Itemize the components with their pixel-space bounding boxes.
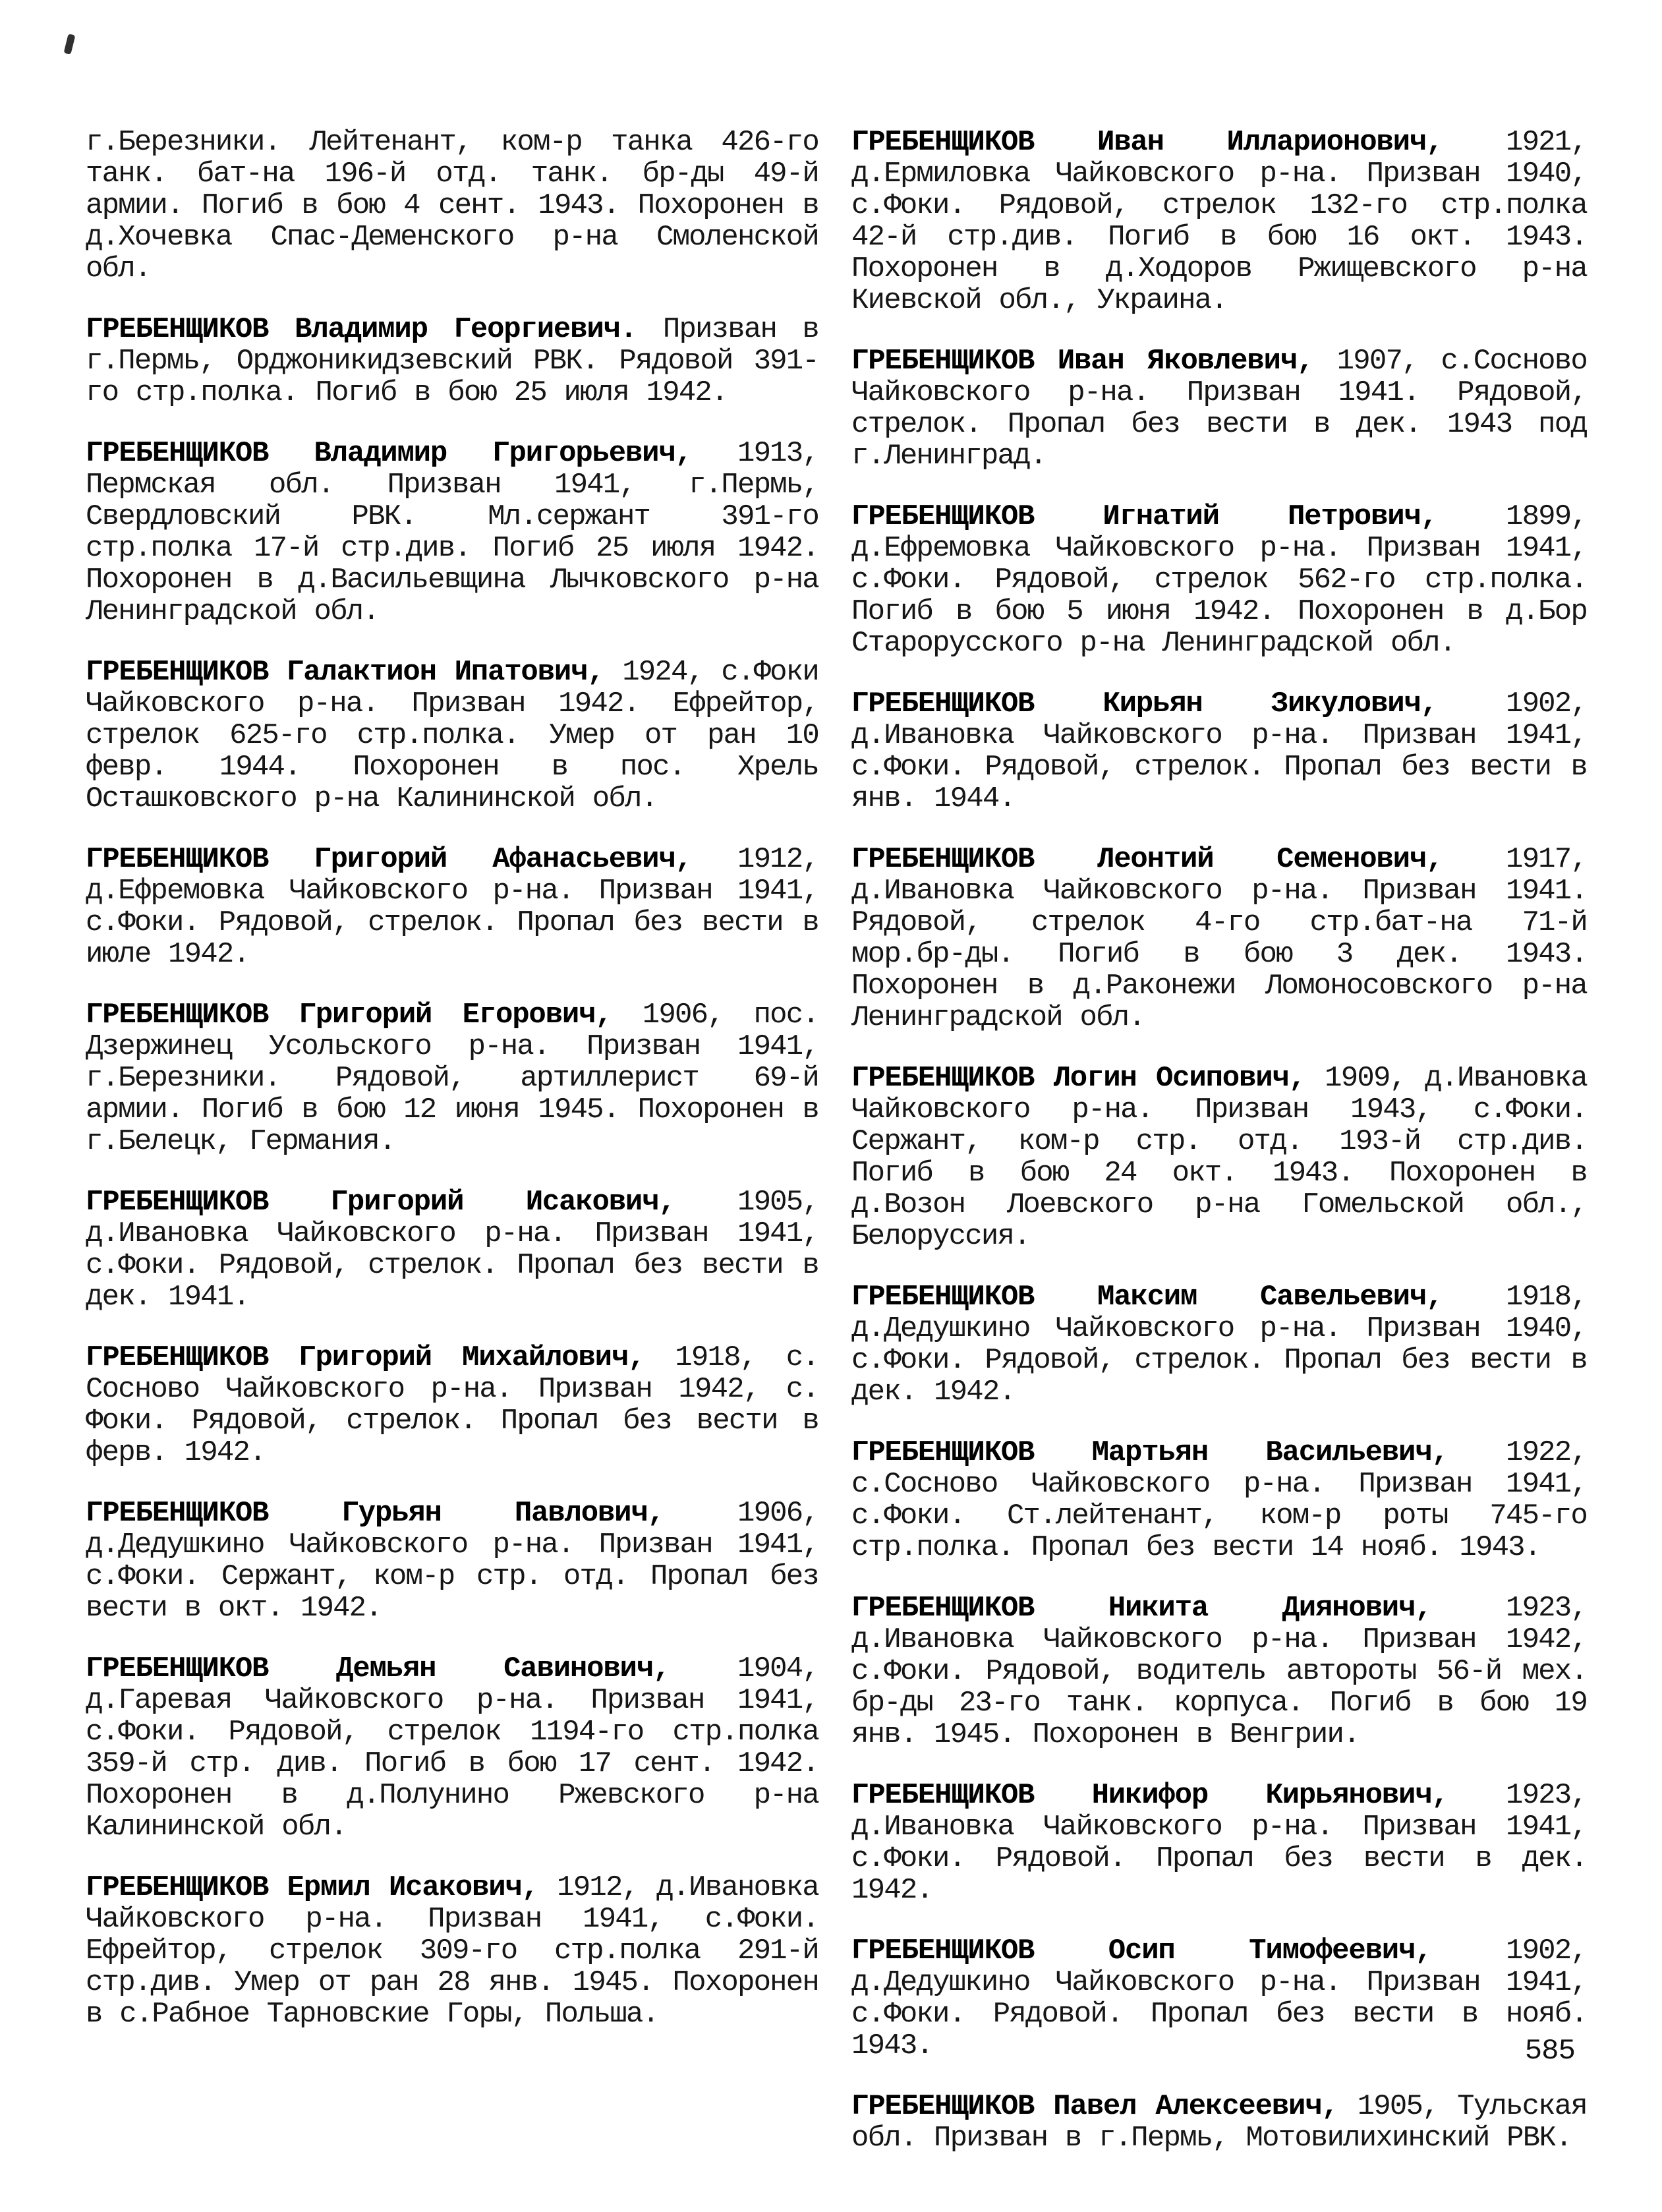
memorial-entry <box>851 127 1587 316</box>
entry-name: ГРЕБЕНЩИКОВ Галактион Ипатович, <box>86 656 623 689</box>
memorial-entry <box>851 2091 1587 2154</box>
entry-text: 1923, д.Ивановка Чайковского р-на. Призван 1941, с.Фоки. Рядовой. Пропал без вести в дек. 1942. <box>851 1779 1587 1907</box>
memorial-entry <box>86 438 818 627</box>
entry-name: ГРЕБЕНЩИКОВ Григорий Михайлович, <box>86 1341 675 1374</box>
entry-text: 1904, д.Гаревая Чайковского р-на. Призван 1941, с.Фоки. Рядовой, стрелок 1194-го стр.полка 359-й стр. див. Погиб в бою 17 сент. 1942. Похоронен в д.Полунино Ржевского р-на Калининской обл. <box>86 1652 818 1844</box>
entry-name: ГРЕБЕНЩИКОВ Григорий Исакович, <box>86 1186 737 1219</box>
entry-text: 1923, д.Ивановка Чайковского р-на. Призван 1942, с.Фоки. Рядовой, водитель автороты 56-й мех. бр-ды 23-го танк. корпуса. Погиб в бою 19 янв. 1945. Похоронен в Венгрии. <box>851 1592 1587 1751</box>
entry-text: 1918, с. Сосново Чайковского р-на. Призван 1942, с. Фоки. Рядовой, стрелок. Пропал без вести в ферв. 1942. <box>86 1341 818 1469</box>
page-number: 585 <box>1524 2035 1575 2068</box>
entry-text: 1918, д.Дедушкино Чайковского р-на. Призван 1940, с.Фоки. Рядовой, стрелок. Пропал без вести в дек. 1942. <box>851 1281 1587 1409</box>
entry-text: 1902, д.Ивановка Чайковского р-на. Призван 1941, с.Фоки. Рядовой, стрелок. Пропал без вести в янв. 1944. <box>851 687 1587 815</box>
memorial-entry <box>851 1780 1587 1906</box>
memorial-entry <box>86 314 818 409</box>
entry-text: 1906, д.Дедушкино Чайковского р-на. Призван 1941, с.Фоки. Сержант, ком-р стр. отд. Пропал без вести в окт. 1942. <box>86 1497 818 1625</box>
entry-name: ГРЕБЕНЩИКОВ Леонтий Семенович, <box>851 843 1506 876</box>
entry-name: ГРЕБЕНЩИКОВ Гурьян Павлович, <box>86 1497 737 1530</box>
memorial-entry <box>851 1935 1587 2062</box>
entry-name: ГРЕБЕНЩИКОВ Григорий Егорович, <box>86 999 643 1032</box>
entry-text: 1912, д.Ефремовка Чайковского р-на. Призван 1941, с.Фоки. Рядовой, стрелок. Пропал без вести в июле 1942. <box>86 843 818 971</box>
entry-text: Призван в г.Пермь, Орджоникидзевский РВК. Рядовой 391-го стр.полка. Погиб в бою 25 июля 1942. <box>86 313 818 409</box>
memorial-entry <box>86 1872 818 2030</box>
memorial-entry <box>851 1062 1587 1252</box>
entry-text: 1922, с.Сосново Чайковского р-на. Призван 1941, с.Фоки. Ст.лейтенант, ком-р роты 745-го стр.полка. Пропал без вести 14 нояб. 1943. <box>851 1436 1587 1564</box>
memorial-entry <box>851 688 1587 815</box>
scan-artifact <box>64 34 76 55</box>
entry-name: ГРЕБЕНЩИКОВ Максим Савельевич, <box>851 1281 1506 1314</box>
entry-text: 1902, д.Дедушкино Чайковского р-на. Призван 1941, с.Фоки. Рядовой. Пропал без вести в нояб. 1943. <box>851 1935 1587 2062</box>
entry-name: ГРЕБЕНЩИКОВ Иван Илларионович, <box>851 126 1506 159</box>
entry-name: ГРЕБЕНЩИКОВ Иван Яковлевич, <box>851 345 1337 378</box>
left-column <box>86 127 818 2059</box>
entry-name: ГРЕБЕНЩИКОВ Кирьян Зикулович, <box>851 687 1506 720</box>
memorial-entry <box>86 1186 818 1313</box>
entry-name: ГРЕБЕНЩИКОВ Никифор Кирьянович, <box>851 1779 1506 1812</box>
right-column <box>851 127 1587 2183</box>
entry-text: 1905, д.Ивановка Чайковского р-на. Призван 1941, с.Фоки. Рядовой, стрелок. Пропал без вести в дек. 1941. <box>86 1186 818 1314</box>
entry-text: 1913, Пермская обл. Призван 1941, г.Пермь, Свердловский РВК. Мл.сержант 391-го стр.полка 17-й стр.див. Погиб 25 июля 1942. Похоронен в д.Васильевщина Лычковского р-на Ленинградской обл. <box>86 437 818 628</box>
entry-name: ГРЕБЕНЩИКОВ Никита Диянович, <box>851 1592 1506 1625</box>
entry-name: ГРЕБЕНЩИКОВ Владимир Георгиевич. <box>86 313 663 346</box>
entry-text: 1906, пос. Дзержинец Усольского р-на. Призван 1941, г.Березники. Рядовой, артиллерист 69-й армии. Погиб в бою 12 июня 1945. Похоронен в г.Белецк, Германия. <box>86 999 818 1158</box>
entry-name: ГРЕБЕНЩИКОВ Осип Тимофеевич, <box>851 1935 1506 1967</box>
entry-name: ГРЕБЕНЩИКОВ Ермил Исакович, <box>86 1871 558 1904</box>
entry-name: ГРЕБЕНЩИКОВ Григорий Афанасьевич, <box>86 843 737 876</box>
entry-name: ГРЕБЕНЩИКОВ Мартьян Васильевич, <box>851 1436 1506 1469</box>
memorial-entry <box>86 844 818 970</box>
entry-name: ГРЕБЕНЩИКОВ Игнатий Петрович, <box>851 500 1506 533</box>
entry-text: 1907, с.Сосново Чайковского р-на. Призван 1941. Рядовой, стрелок. Пропал без вести в дек. 1943 под г.Ленинград. <box>851 345 1587 473</box>
memorial-entry <box>86 1498 818 1624</box>
entry-text: 1917, д.Ивановка Чайковского р-на. Призван 1941. Рядовой, стрелок 4-го стр.бат-на 71-й мор.бр-ды. Погиб в бою 3 дек. 1943. Похоронен в д.Раконежи Ломоносовского р-на Ленинградской обл. <box>851 843 1587 1034</box>
memorial-entry <box>851 345 1587 472</box>
entry-name: ГРЕБЕНЩИКОВ Владимир Григорьевич, <box>86 437 737 470</box>
memorial-entry <box>851 1592 1587 1751</box>
entry-text: 1924, с.Фоки Чайковского р-на. Призван 1942. Ефрейтор, стрелок 625-го стр.полка. Умер от ран 10 февр. 1944. Похоронен в пос. Хрель Осташковского р-на Калининской обл. <box>86 656 818 815</box>
entry-text: 1909, д.Ивановка Чайковского р-на. Призван 1943, с.Фоки. Сержант, ком-р стр. отд. 193-й стр.див. Погиб в бою 24 окт. 1943. Похоронен в д.Возон Лоевского р-на Гомельской обл., Белоруссия. <box>851 1062 1587 1253</box>
memorial-entry <box>86 1653 818 1843</box>
entry-name: ГРЕБЕНЩИКОВ Логин Осипович, <box>851 1062 1325 1095</box>
entry-text: 1921, д.Ермиловка Чайковского р-на. Призван 1940, с.Фоки. Рядовой, стрелок 132-го стр.полка 42-й стр.див. Погиб в бою 16 окт. 1943. Похоронен в д.Ходоров Ржищевского р-на Киевской обл., Украина. <box>851 126 1587 317</box>
memorial-entry <box>86 999 818 1157</box>
entry-name: ГРЕБЕНЩИКОВ Павел Алексеевич, <box>851 2090 1358 2123</box>
entry-text: 1899, д.Ефремовка Чайковского р-на. Призван 1941, с.Фоки. Рядовой, стрелок 562-го стр.полка. Погиб в бою 5 июня 1942. Похоронен в д.Бор Старорусского р-на Ленинградской обл. <box>851 500 1587 660</box>
memorial-entry <box>851 501 1587 659</box>
memorial-entry <box>851 1437 1587 1563</box>
entry-text: 1905, Тульская обл. Призван в г.Пермь, Мотовилихинский РВК. <box>851 2090 1587 2155</box>
entry-name: ГРЕБЕНЩИКОВ Демьян Савинович, <box>86 1652 737 1685</box>
memorial-entry <box>86 127 818 285</box>
entry-text: 1912, д.Ивановка Чайковского р-на. Призван 1941, с.Фоки. Ефрейтор, стрелок 309-го стр.полка 291-й стр.див. Умер от ран 28 янв. 1945. Похоронен в с.Рабное Тарновские Горы, Польша. <box>86 1871 818 2031</box>
memorial-entry <box>86 1342 818 1469</box>
memorial-entry <box>851 844 1587 1033</box>
entry-text: г.Березники. Лейтенант, ком-р танка 426-го танк. бат-на 196-й отд. танк. бр-ды 49-й армии. Погиб в бою 4 сент. 1943. Похоронен в д.Хочевка Спас-Деменского р-на Смоленской обл. <box>86 126 818 285</box>
memorial-entry <box>851 1281 1587 1408</box>
memorial-entry <box>86 656 818 815</box>
